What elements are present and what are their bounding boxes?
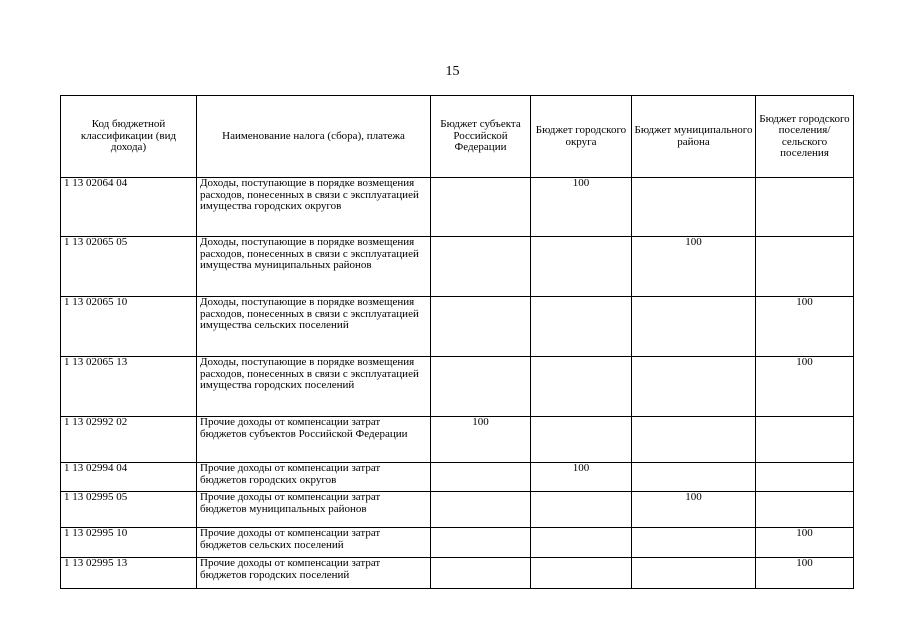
code-cell: 1 13 02065 05 <box>61 237 197 297</box>
subject-budget-cell <box>431 528 531 558</box>
table-row <box>61 178 854 237</box>
name-cell: Прочие доходы от компенсации затрат бюджетов городских поселений <box>197 558 431 589</box>
settlement-budget-cell <box>756 237 854 297</box>
municipal-district-budget-cell <box>632 297 756 357</box>
header-settlement-budget: Бюджет городского поселения/ сельского поселения <box>756 96 854 178</box>
code-cell: 1 13 02995 05 <box>61 492 197 528</box>
settlement-budget-cell: 100 <box>756 297 854 357</box>
name-cell: Доходы, поступающие в порядке возмещения расходов, понесенных в связи с эксплуатацией имущества городских поселений <box>197 357 431 417</box>
name-cell: Прочие доходы от компенсации затрат бюджетов сельских поселений <box>197 528 431 558</box>
code-cell: 1 13 02995 13 <box>61 558 197 589</box>
settlement-budget-cell <box>756 178 854 237</box>
table-row <box>61 558 854 589</box>
settlement-budget-cell <box>756 492 854 528</box>
table-row <box>61 463 854 492</box>
header-name: Наименование налога (сбора), платежа <box>197 96 431 178</box>
city-district-budget-cell <box>531 417 632 463</box>
name-cell: Прочие доходы от компенсации затрат бюджетов городских округов <box>197 463 431 492</box>
code-cell: 1 13 02994 04 <box>61 463 197 492</box>
table-body <box>61 178 854 589</box>
municipal-district-budget-cell <box>632 178 756 237</box>
table-row <box>61 492 854 528</box>
city-district-budget-cell <box>531 237 632 297</box>
settlement-budget-cell <box>756 463 854 492</box>
city-district-budget-cell <box>531 297 632 357</box>
municipal-district-budget-cell <box>632 357 756 417</box>
city-district-budget-cell <box>531 492 632 528</box>
city-district-budget-cell <box>531 528 632 558</box>
city-district-budget-cell: 100 <box>531 463 632 492</box>
subject-budget-cell <box>431 357 531 417</box>
name-cell: Доходы, поступающие в порядке возмещения расходов, понесенных в связи с эксплуатацией имущества городских округов <box>197 178 431 237</box>
table-row <box>61 297 854 357</box>
municipal-district-budget-cell <box>632 463 756 492</box>
header-municipal-district-budget: Бюджет муниципального района <box>632 96 756 178</box>
table-row <box>61 357 854 417</box>
code-cell: 1 13 02064 04 <box>61 178 197 237</box>
settlement-budget-cell: 100 <box>756 357 854 417</box>
municipal-district-budget-cell <box>632 417 756 463</box>
name-cell: Доходы, поступающие в порядке возмещения расходов, понесенных в связи с эксплуатацией имущества сельских поселений <box>197 297 431 357</box>
city-district-budget-cell: 100 <box>531 178 632 237</box>
page-number: 15 <box>445 64 460 79</box>
subject-budget-cell <box>431 558 531 589</box>
table-row <box>61 417 854 463</box>
subject-budget-cell <box>431 178 531 237</box>
name-cell: Прочие доходы от компенсации затрат бюджетов муниципальных районов <box>197 492 431 528</box>
subject-budget-cell <box>431 492 531 528</box>
municipal-district-budget-cell <box>632 558 756 589</box>
settlement-budget-cell: 100 <box>756 528 854 558</box>
municipal-district-budget-cell <box>632 528 756 558</box>
header-code: Код бюджетной классификации (вид дохода) <box>61 96 197 178</box>
budget-revenue-table <box>60 95 854 589</box>
subject-budget-cell <box>431 297 531 357</box>
table-row <box>61 237 854 297</box>
municipal-district-budget-cell: 100 <box>632 237 756 297</box>
settlement-budget-cell <box>756 417 854 463</box>
header-city-district-budget: Бюджет городского округа <box>531 96 632 178</box>
municipal-district-budget-cell: 100 <box>632 492 756 528</box>
header-subject-budget: Бюджет субъекта Российской Федерации <box>431 96 531 178</box>
code-cell: 1 13 02995 10 <box>61 528 197 558</box>
code-cell: 1 13 02065 13 <box>61 357 197 417</box>
city-district-budget-cell <box>531 558 632 589</box>
table-header <box>61 96 854 178</box>
subject-budget-cell <box>431 463 531 492</box>
name-cell: Прочие доходы от компенсации затрат бюджетов субъектов Российской Федерации <box>197 417 431 463</box>
name-cell: Доходы, поступающие в порядке возмещения расходов, понесенных в связи с эксплуатацией имущества муниципальных районов <box>197 237 431 297</box>
header-row <box>61 96 854 178</box>
subject-budget-cell: 100 <box>431 417 531 463</box>
code-cell: 1 13 02992 02 <box>61 417 197 463</box>
code-cell: 1 13 02065 10 <box>61 297 197 357</box>
settlement-budget-cell: 100 <box>756 558 854 589</box>
subject-budget-cell <box>431 237 531 297</box>
table-row <box>61 528 854 558</box>
city-district-budget-cell <box>531 357 632 417</box>
